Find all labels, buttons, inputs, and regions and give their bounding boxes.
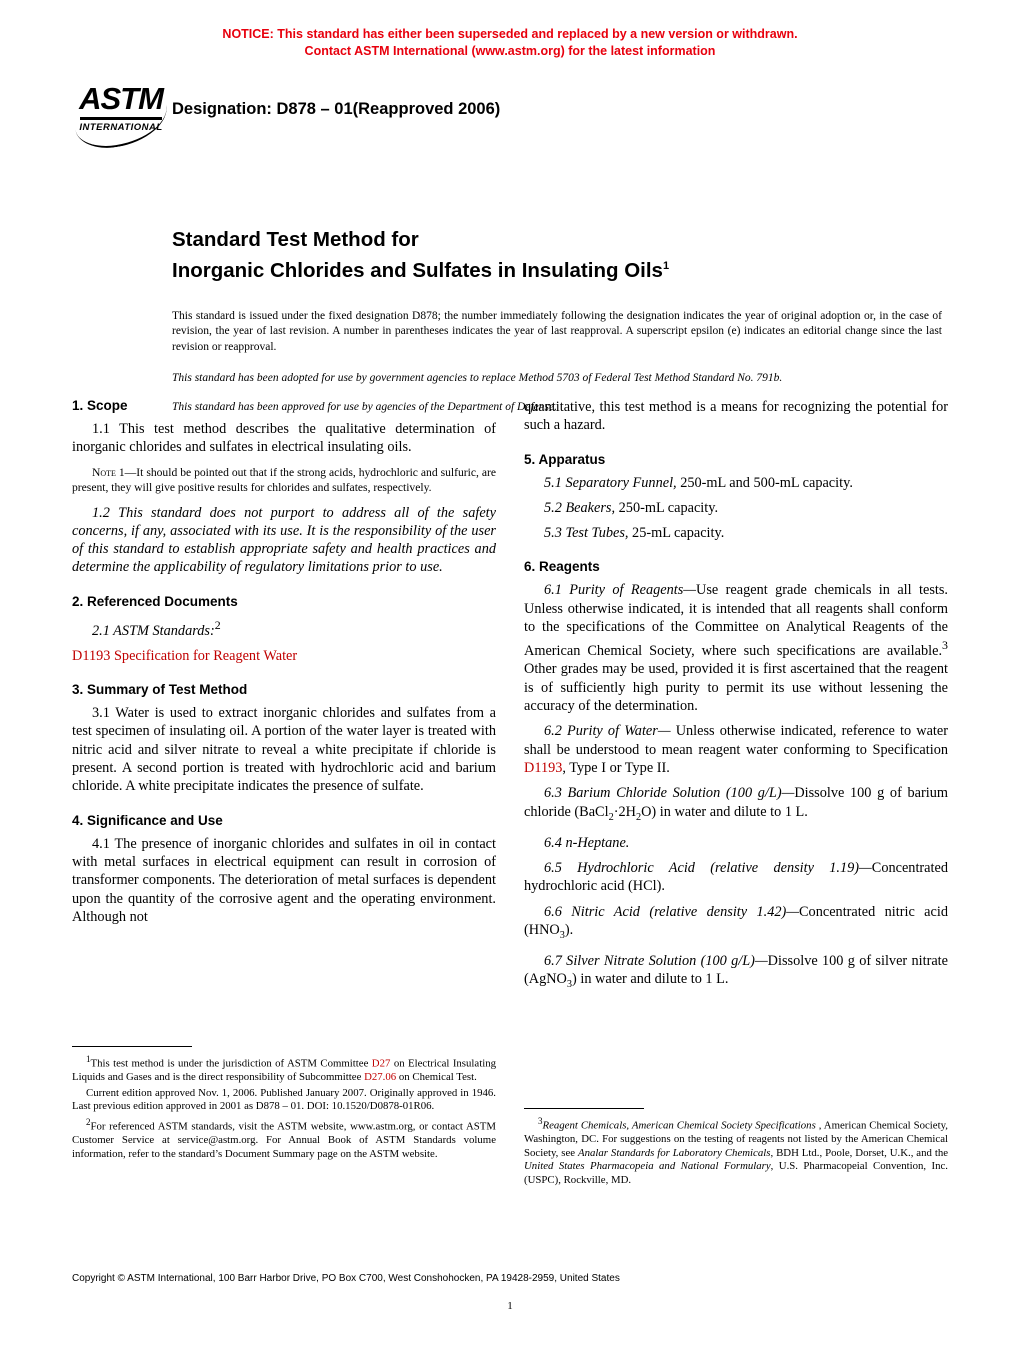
para-6-1 xyxy=(524,581,948,715)
para-6-6-text-b: ). xyxy=(564,921,574,938)
footnote-1-link-committee[interactable]: D27 xyxy=(371,1057,391,1070)
astm-standards-footnote-marker: 2 xyxy=(214,617,221,632)
para-5-3-rest: 25-mL capacity. xyxy=(628,525,725,542)
designation-line: Designation: D878 – 01(Reapproved 2006) xyxy=(172,100,501,118)
para-5-2-rest: 250-mL capacity. xyxy=(615,499,719,516)
para-6-2 xyxy=(524,722,948,777)
left-column xyxy=(72,398,496,933)
footnote-1-text-b: on Electrical Insulating Liquids and Gases and is the direct responsibility of Subcommittee xyxy=(72,1057,496,1084)
footnote-rule-right xyxy=(524,1108,644,1109)
para-5-2-term: 5.2 Beakers, xyxy=(544,499,616,516)
para-6-7-text-a: Dissolve 100 g of silver nitrate (AgNO xyxy=(524,953,948,988)
superseded-notice xyxy=(0,26,1020,60)
para-5-1 xyxy=(524,474,948,492)
para-6-1-text-a: Use reagent grade chemicals in all tests. Unless otherwise indicated, it is intended that all reagents shall conform to the specifications of the Committee on Analytical Reagents of the American Chemical Society, where such specifications are available. xyxy=(524,582,948,660)
ref-doc-title[interactable]: Specification for Reagent Water xyxy=(113,647,298,664)
footnote-3-text-c: , U.S. Pharmacopeial Convention, Inc. (USPC), Rockville, MD. xyxy=(524,1160,949,1186)
footnote-3-italic-2: Analar Standards for Laboratory Chemicals xyxy=(578,1146,771,1159)
footnote-3 xyxy=(524,1115,948,1188)
para-6-1-term: 6.1 Purity of Reagents— xyxy=(544,582,697,599)
footnote-3-italic-1: Reagent Chemicals, American Chemical Society Specifications xyxy=(542,1119,816,1132)
para-6-2-text-b: , Type I or Type II. xyxy=(562,759,670,776)
ref-doc-code[interactable]: D1193 xyxy=(72,647,111,664)
para-2-1 xyxy=(72,616,496,640)
astm-wordmark: ASTM xyxy=(79,81,163,116)
para-1-1: 1.1 This test method describes the qualitative determination of inorganic chlorides and sulfates in electrical insulating oils. xyxy=(72,421,496,456)
adoption-note: This standard has been adopted for use by government agencies to replace Method 5703 of Federal Test Method Standard No. 791b. xyxy=(172,372,783,385)
title-line-2: Inorganic Chlorides and Sulfates in Insulating Oils xyxy=(172,258,663,282)
notice-line-2: Contact ASTM International (www.astm.org) for the latest information xyxy=(304,44,716,58)
para-6-3 xyxy=(524,784,948,826)
para-6-5 xyxy=(524,859,948,896)
footnote-edition: Current edition approved Nov. 1, 2006. Published January 2007. Originally approved in 1946. Last previous edition approved in 2001 as D878 – 01. DOI: 10.1520/D0878-01R06. xyxy=(72,1086,496,1113)
para-6-6-subscript: 3 xyxy=(559,929,565,941)
para-6-7-term: 6.7 Silver Nitrate Solution (100 g/L)— xyxy=(544,953,768,970)
ref-doc-item[interactable] xyxy=(72,647,496,665)
para-6-3-subscript-2: 2 xyxy=(635,811,642,823)
page-number: 1 xyxy=(507,1300,513,1312)
note-text: It should be pointed out that if the strong acids, hydrochloric and sulfuric, are present, they will give positive results for chlorides and sulfates, respectively. xyxy=(72,465,496,494)
logo-divider xyxy=(80,117,162,120)
para-5-1-term: 5.1 Separatory Funnel, xyxy=(544,474,677,491)
title-line-2-wrap xyxy=(172,253,942,284)
footnote-1-link-subcommittee[interactable]: D27.06 xyxy=(364,1071,397,1084)
footnote-3-marker: 3 xyxy=(538,1116,543,1126)
para-5-1-rest: 250-mL and 500-mL capacity. xyxy=(676,474,853,491)
title-line-1: Standard Test Method for xyxy=(172,228,419,251)
para-6-3-mid: ·2H xyxy=(613,803,636,820)
preamble-paragraph: This standard is issued under the fixed designation D878; the number immediately following the designation indicates the year of original adoption or, in the case of revision, the year of last revision. A number in parentheses indicates the year of last reapproval. A superscript epsilon (e) indicates an editorial change since the last revision or reapproval. xyxy=(172,309,942,353)
para-6-5-term: 6.5 Hydrochloric Acid (relative density 1.19)— xyxy=(544,859,872,876)
note-label: Note 1— xyxy=(92,465,137,479)
para-6-7-text-b: ) in water and dilute to 1 L. xyxy=(572,971,729,988)
title-footnote-marker: 1 xyxy=(662,260,670,272)
footnote-3-text-b: , BDH Ltd., Poole, Dorset, U.K., and the xyxy=(770,1146,949,1159)
copyright-line: Copyright © ASTM International, 100 Barr Harbor Drive, PO Box C700, West Conshohocken, PA 19428-2959, United States xyxy=(72,1273,620,1284)
para-6-2-term: 6.2 Purity of Water— xyxy=(544,723,671,740)
para-5-3-term: 5.3 Test Tubes, xyxy=(544,525,629,542)
para-6-1-text-b: Other grades may be used, provided it is first ascertained that the reagent is of sufficiently high purity to permit its use without lessening the accuracy of the determination. xyxy=(524,661,948,715)
para-6-4: 6.4 n-Heptane. xyxy=(544,834,630,851)
title-block xyxy=(172,226,942,415)
astm-logo-subtitle: INTERNATIONAL xyxy=(79,122,163,133)
right-column xyxy=(524,398,948,1001)
astm-standards-label: 2.1 ASTM Standards: xyxy=(92,622,215,639)
footnote-2-marker: 2 xyxy=(86,1116,91,1127)
page-title xyxy=(172,226,942,284)
para-5-2 xyxy=(524,499,948,517)
para-6-7 xyxy=(524,952,948,994)
para-6-6 xyxy=(524,903,948,945)
footnote-3-text-a: , American Chemical Society, Washington, DC. For suggestions on the testing of reagents not listed by the American Chemical Society, see xyxy=(524,1119,948,1159)
footnote-2-text: For referenced ASTM standards, visit the ASTM website, www.astm.org, or contact ASTM Customer Service at service@astm.org. For Annual Book of ASTM Standards volume information, refer to the standard’s Document Summary page on the ASTM website. xyxy=(72,1120,496,1160)
para-3-1: 3.1 Water is used to extract inorganic chlorides and sulfates from a test specimen of insulating oil. A portion of the water layer is treated with nitric acid and silver nitrate to reveal a white precipitate if chloride is present. A second portion is treated with hydrochloric acid and barium chloride. A white precipitate indicates the presence of sulfate. xyxy=(72,705,496,795)
footnote-3-italic-3: United States Pharmacopeia and National Formulary xyxy=(524,1160,771,1173)
footnote-2 xyxy=(72,1116,496,1161)
footnotes-left xyxy=(72,1046,496,1163)
para-6-2-ref-link[interactable]: D1193 xyxy=(524,759,563,776)
heading-referenced-documents: 2. Referenced Documents xyxy=(72,593,238,609)
para-6-3-text-b: O) in water and dilute to 1 L. xyxy=(641,803,808,820)
document-header xyxy=(0,82,1020,174)
para-4-1-part-b: quantitative, this test method is a means for recognizing the potential for such a hazard. xyxy=(524,399,948,434)
footnote-rule-left xyxy=(72,1046,192,1047)
para-6-1-footnote-marker: 3 xyxy=(942,638,948,653)
para-6-6-term: 6.6 Nitric Acid (relative density 1.42)— xyxy=(544,903,800,920)
footnote-1 xyxy=(72,1053,496,1085)
para-note-1 xyxy=(72,465,496,495)
heading-reagents: 6. Reagents xyxy=(524,559,600,575)
para-6-3-subscript-1: 2 xyxy=(608,811,614,823)
body-columns xyxy=(72,398,948,1058)
para-6-6-text-a: Concentrated nitric acid (HNO xyxy=(524,903,948,938)
heading-scope: 1. Scope xyxy=(72,398,128,413)
notice-line-1: NOTICE: This standard has either been superseded and replaced by a new version or withdrawn. xyxy=(222,27,798,41)
heading-significance-and-use: 4. Significance and Use xyxy=(72,812,223,828)
para-6-5-rest: Concentrated hydrochloric acid (HCl). xyxy=(524,859,948,895)
para-6-2-text-a: Unless otherwise indicated, reference to water shall be understood to mean reagent water conforming to Specification xyxy=(524,723,948,758)
para-6-3-term: 6.3 Barium Chloride Solution (100 g/L)— xyxy=(544,785,795,802)
para-5-3 xyxy=(524,524,948,542)
para-6-3-text-a: Dissolve 100 g of barium chloride (BaCl xyxy=(524,785,948,820)
astm-logo xyxy=(78,82,164,156)
para-4-1-part-a: 4.1 The presence of inorganic chlorides and sulfates in oil in contact with metal surfaces in electrical equipment can result in corrosion of transformer components. The deterioration of metal surfaces is dependent upon the quantity of the corrosive agent and the operating environment. Although not xyxy=(72,835,496,925)
heading-apparatus: 5. Apparatus xyxy=(524,451,606,467)
dod-note: This standard has been approved for use by agencies of the Department of Defense. xyxy=(172,401,557,414)
para-6-7-subscript: 3 xyxy=(566,979,573,991)
para-1-2: 1.2 This standard does not purport to address all of the safety concerns, if any, associated with its use. It is the responsibility of the user of this standard to establish appropriate safety and health practices and determine the applicability of regulatory limitations prior to use. xyxy=(72,504,496,576)
footnote-1-text-c: on Chemical Test. xyxy=(396,1071,477,1084)
footnotes-right xyxy=(524,1108,948,1190)
heading-summary-of-test-method: 3. Summary of Test Method xyxy=(72,682,248,698)
document-page xyxy=(0,26,1020,1346)
footnote-1-marker: 1 xyxy=(86,1054,91,1064)
footnote-1-text-a: This test method is under the jurisdiction of ASTM Committee xyxy=(90,1057,372,1070)
